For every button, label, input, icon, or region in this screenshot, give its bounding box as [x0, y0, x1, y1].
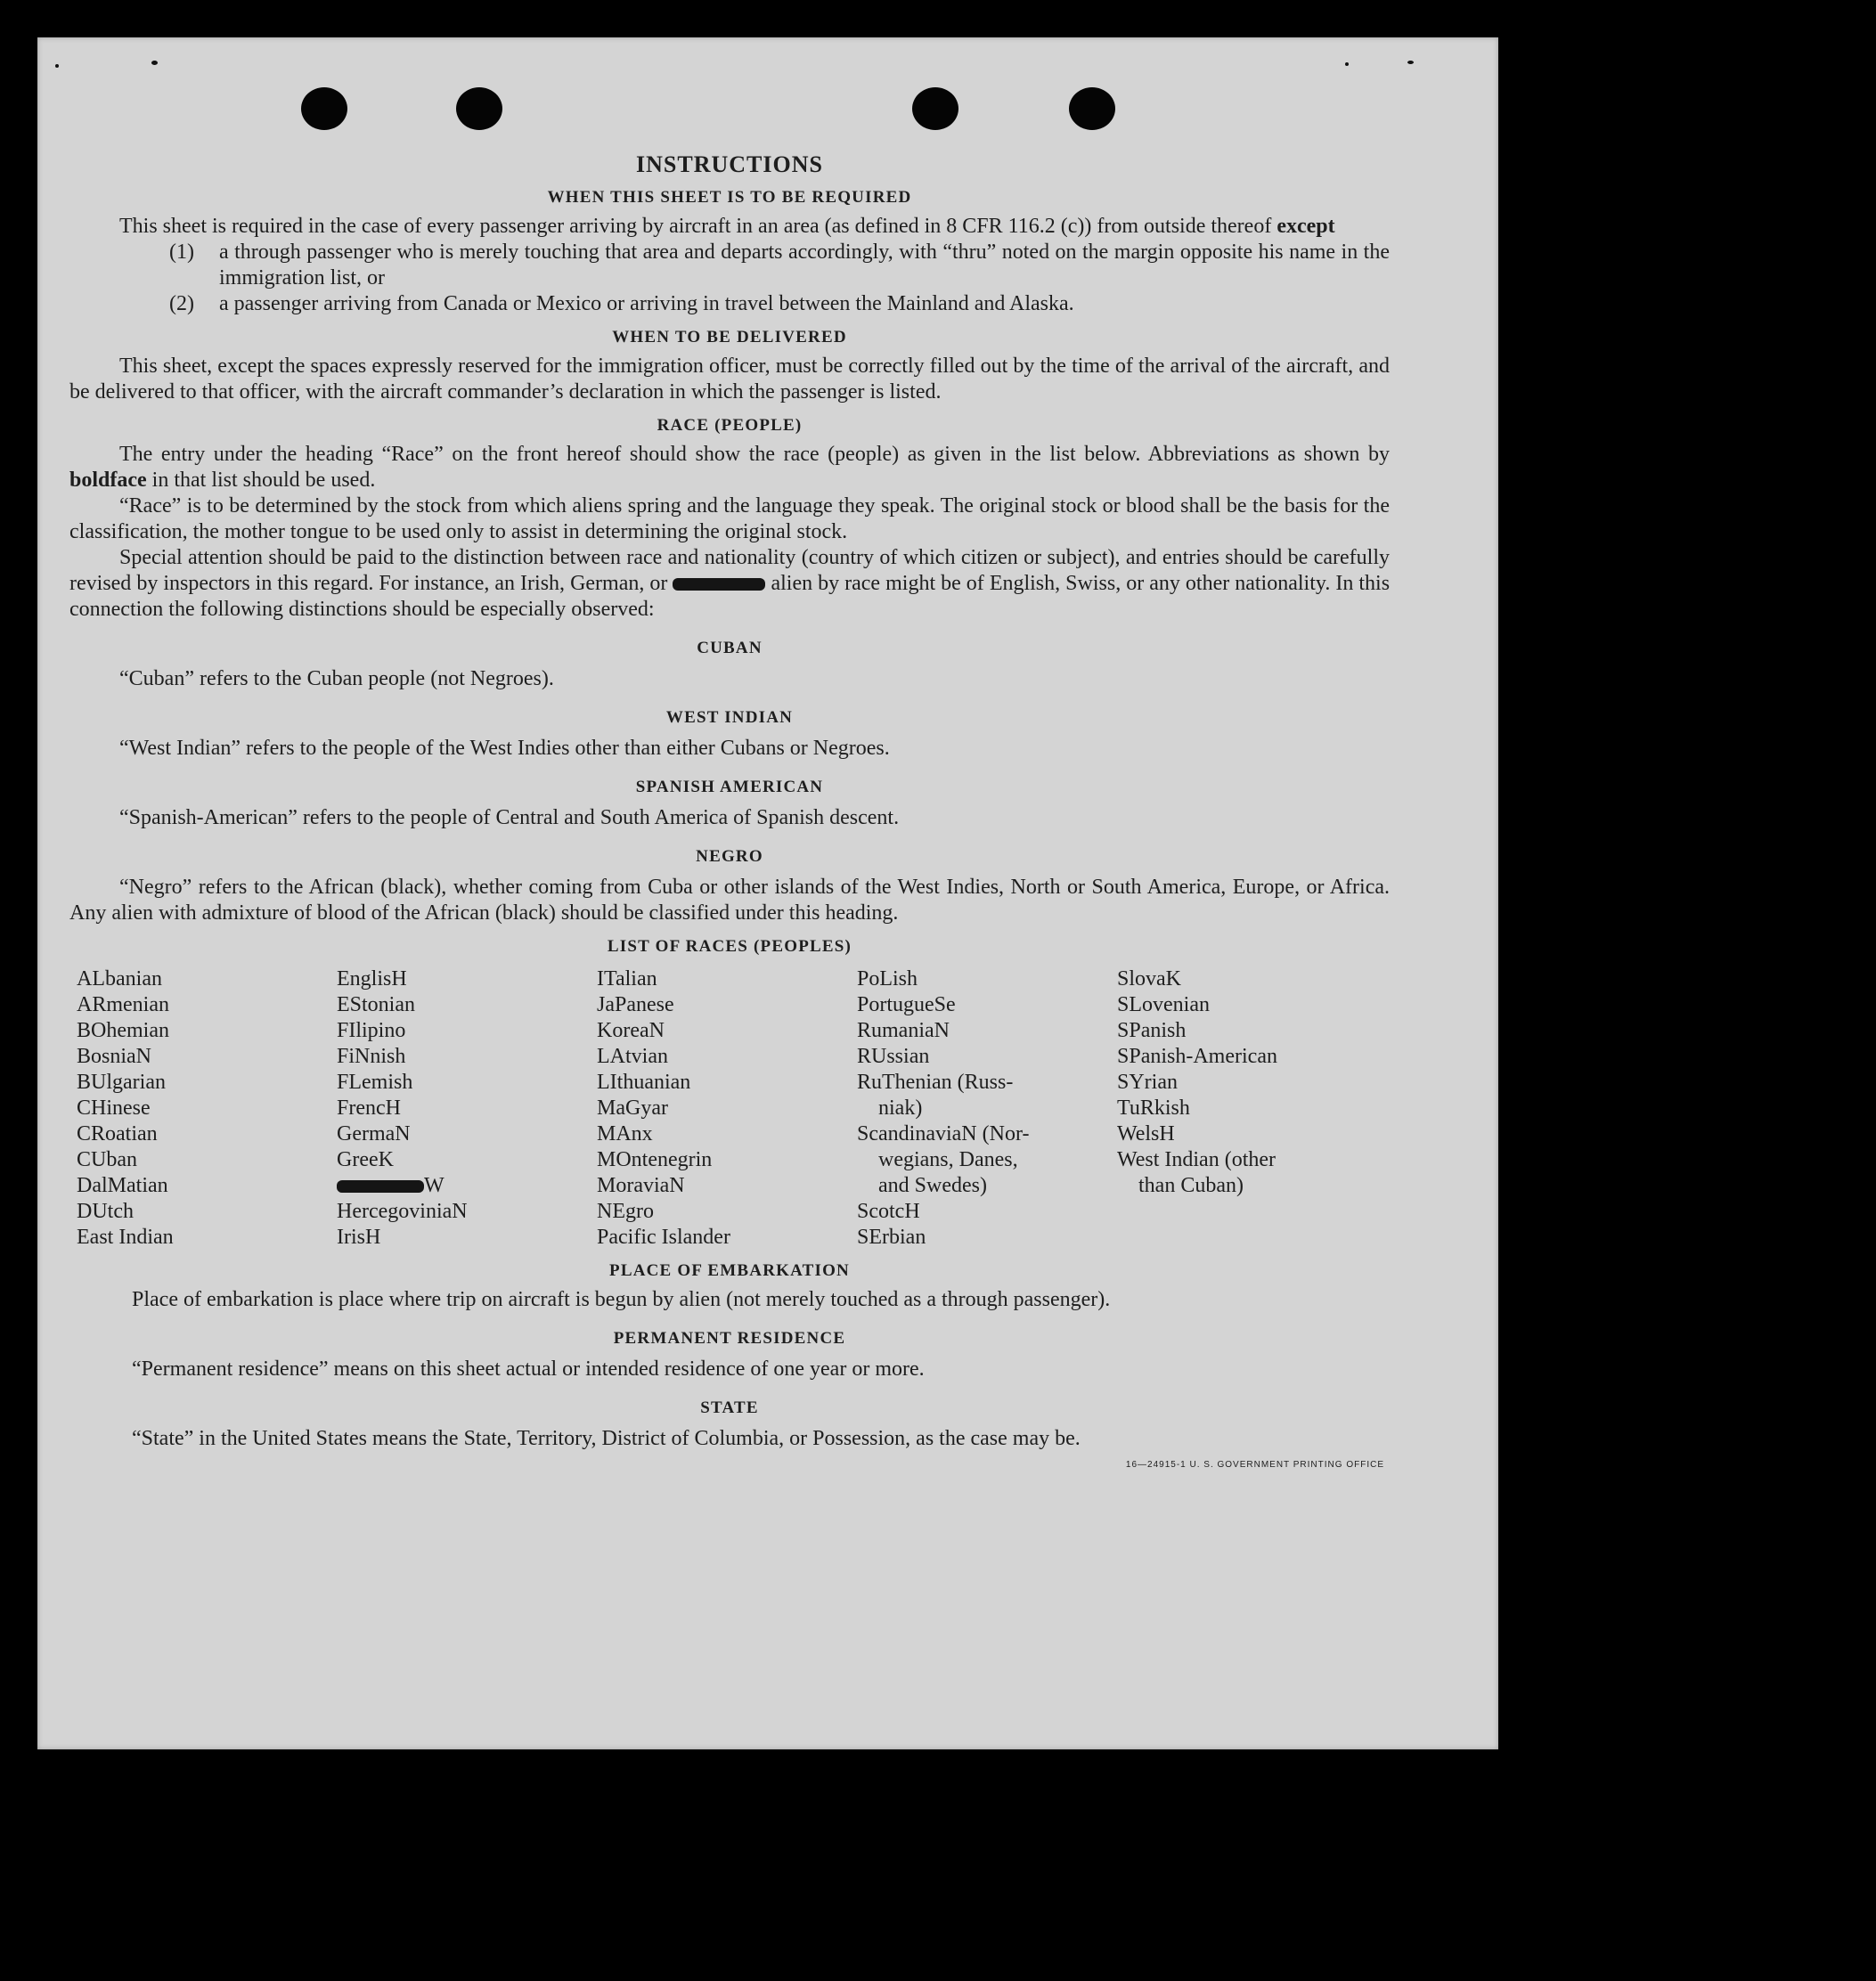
speck	[1345, 62, 1349, 66]
race-entry: RumaniaN	[857, 1019, 950, 1042]
heading-state: STATE	[700, 1398, 759, 1417]
state-text: “State” in the United States means the State, Territory, District of Columbia, or Possession, as the case may be.	[132, 1427, 1081, 1450]
speck	[151, 61, 158, 65]
race-entry: GermaN	[337, 1122, 411, 1145]
race-entry: EnglisH	[337, 967, 407, 990]
race-entry: East Indian	[77, 1226, 174, 1249]
race-entry: LIthuanian	[597, 1071, 691, 1094]
redaction-mark	[337, 1180, 424, 1193]
race-entry: ScandinaviaN (Nor-	[857, 1122, 1030, 1145]
exception-item: (2) a passenger arriving from Canada or Mexico or arriving in travel between the Mainland and Alaska.	[169, 292, 1074, 315]
heading-when-required: WHEN THIS SHEET IS TO BE REQUIRED	[547, 188, 912, 207]
race-entry: BUlgarian	[77, 1071, 166, 1094]
race-entry: BOhemian	[77, 1019, 169, 1042]
race-entry-continued: and Swedes)	[878, 1174, 987, 1197]
race-entry: SErbian	[857, 1226, 926, 1249]
race-entry: FLemish	[337, 1071, 413, 1094]
race-entry: RUssian	[857, 1045, 930, 1068]
race-entry: RuThenian (Russ-	[857, 1071, 1014, 1094]
race-entry: ScotcH	[857, 1200, 920, 1223]
race-entry: LAtvian	[597, 1045, 668, 1068]
race-paragraph: The entry under the heading “Race” on the front hereof should show the race (people) as given in the list below. Abbreviations as shown by boldface in that list should be used.	[69, 443, 1390, 492]
race-entry: CRoatian	[77, 1122, 158, 1145]
race-entry: DalMatian	[77, 1174, 168, 1197]
footer	[69, 1452, 1390, 1478]
west-indian-text: “West Indian” refers to the people of the West Indies other than either Cubans or Negroes.	[119, 737, 890, 760]
race-entry: ITalian	[597, 967, 657, 990]
heading-cuban: CUBAN	[697, 639, 763, 657]
cuban-text: “Cuban” refers to the Cuban people (not Negroes).	[119, 667, 554, 690]
race-entry: KoreaN	[597, 1019, 665, 1042]
heading-negro: NEGRO	[696, 847, 763, 866]
race-entry: IrisH	[337, 1226, 381, 1249]
race-entry: FiNnish	[337, 1045, 406, 1068]
race-entry: CUban	[77, 1148, 137, 1171]
race-entry: MAnx	[597, 1122, 653, 1145]
race-entry-continued: niak)	[878, 1096, 923, 1120]
race-entry-continued: than Cuban)	[1138, 1174, 1244, 1197]
race-entry: SPanish	[1117, 1019, 1187, 1042]
race-entry: MoraviaN	[597, 1174, 685, 1197]
heading-west-indian: WEST INDIAN	[665, 708, 794, 727]
race-entry: FIlipino	[337, 1019, 406, 1042]
race-entry: PoLish	[857, 967, 918, 990]
heading-spanish-american: SPANISH AMERICAN	[635, 778, 824, 796]
punch-hole	[912, 87, 958, 130]
races-list	[77, 966, 1390, 1251]
race-entry: ARmenian	[77, 993, 169, 1016]
race-entry-continued: wegians, Danes,	[878, 1148, 1018, 1171]
race-entry: BosniaN	[77, 1045, 151, 1068]
race-entry: WelsH	[1117, 1122, 1175, 1145]
heading-list-of-races: LIST OF RACES (PEOPLES)	[607, 937, 852, 956]
races-column-5	[1117, 966, 1377, 1251]
heading-when-delivered: WHEN TO BE DELIVERED	[612, 328, 847, 346]
race-entry: GreeK	[337, 1148, 394, 1171]
races-column-2	[337, 966, 597, 1251]
heading-embarkation: PLACE OF EMBARKATION	[609, 1261, 850, 1280]
race-entry: PortugueSe	[857, 993, 956, 1016]
races-column-3	[597, 966, 857, 1251]
heading-permanent-residence: PERMANENT RESIDENCE	[613, 1329, 846, 1348]
race-entry: NEgro	[597, 1200, 654, 1223]
races-column-4	[857, 966, 1117, 1251]
printer-imprint: 16—24915-1 U. S. GOVERNMENT PRINTING OFFICE	[1125, 1460, 1384, 1470]
document-sheet	[37, 37, 1498, 1749]
race-paragraph: “Race” is to be determined by the stock from which aliens spring and the language they speak. The original stock or blood shall be the basis for the classification, the mother tongue to be used only to assist in determining the original stock.	[69, 494, 1390, 543]
page-title: INSTRUCTIONS	[636, 151, 823, 177]
instructions-content	[69, 151, 1390, 1478]
required-intro: This sheet is required in the case of every passenger arriving by aircraft in an area (as defined in 8 CFR 116.2 (c)) from outside thereof except	[119, 215, 1335, 238]
races-column-1	[77, 966, 337, 1251]
race-entry: DUtch	[77, 1200, 134, 1223]
race-entry: JaPanese	[597, 993, 674, 1016]
speck	[55, 64, 59, 68]
race-entry: SPanish-American	[1117, 1045, 1277, 1068]
punch-hole	[1069, 87, 1115, 130]
race-entry: ALbanian	[77, 967, 162, 990]
heading-race: RACE (PEOPLE)	[657, 416, 803, 435]
punch-hole	[301, 87, 347, 130]
spanish-american-text: “Spanish-American” refers to the people of Central and South America of Spanish descent.	[119, 806, 900, 829]
race-entry: FrencH	[337, 1096, 401, 1120]
race-entry: SYrian	[1117, 1071, 1178, 1094]
race-entry: SLovenian	[1117, 993, 1210, 1016]
delivered-text: This sheet, except the spaces expressly reserved for the immigration officer, must be correctly filled out by the time of the arrival of the aircraft, and be delivered to that officer, with the aircraft commander’s declaration in which the passenger is listed.	[69, 355, 1390, 404]
race-entry: West Indian (other	[1117, 1148, 1276, 1171]
race-entry: Pacific Islander	[597, 1226, 730, 1249]
race-paragraph: Special attention should be paid to the distinction between race and nationality (country of which citizen or subject), and entries should be carefully revised by inspectors in this regard. For instance, an Irish, German, or alien by race might be of English, Swiss, or any other nationality. In this connection the following distinctions should be especially observed:	[69, 546, 1391, 621]
speck	[1407, 61, 1414, 64]
race-entry: CHinese	[77, 1096, 151, 1120]
redaction-mark	[673, 578, 765, 591]
embarkation-text: Place of embarkation is place where trip on aircraft is begun by alien (not merely touched as a through passenger).	[132, 1288, 1111, 1311]
race-entry: SlovaK	[1117, 967, 1181, 990]
residence-text: “Permanent residence” means on this sheet actual or intended residence of one year or more.	[132, 1357, 925, 1381]
race-entry: MaGyar	[597, 1096, 668, 1120]
punch-hole	[456, 87, 502, 130]
exception-item: (1) a through passenger who is merely touching that area and departs accordingly, with “thru” noted on the margin opposite his name in the immigration list, or	[169, 240, 1390, 289]
negro-text: “Negro” refers to the African (black), whether coming from Cuba or other islands of the West Indies, North or South America, Europe, or Africa. Any alien with admixture of blood of the African (black) should be classified under this heading.	[69, 876, 1390, 925]
race-entry: HercegoviniaN	[337, 1200, 468, 1223]
race-entry-redacted: W	[337, 1173, 597, 1199]
race-entry: EStonian	[337, 993, 415, 1016]
race-entry: TuRkish	[1117, 1096, 1190, 1120]
race-entry: MOntenegrin	[597, 1148, 713, 1171]
